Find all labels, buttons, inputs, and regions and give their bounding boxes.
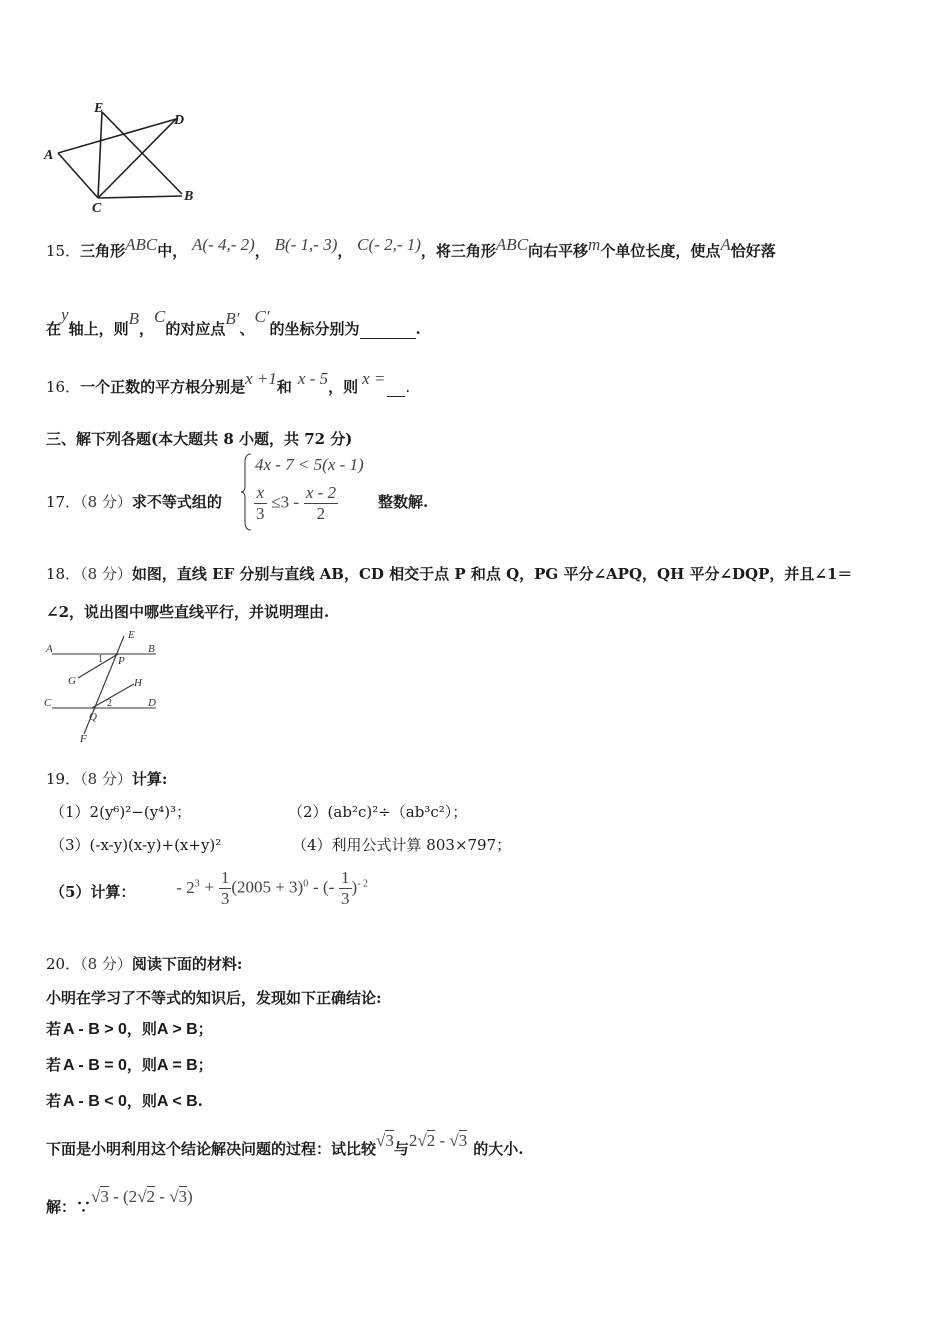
q15-line2: [46, 305, 421, 339]
q20-expr: 2√2 - √3: [408, 1131, 468, 1150]
q17-score: （8 分）: [80, 493, 132, 511]
q20-text: ；: [197, 1056, 213, 1074]
q15-text: 向右平移: [528, 242, 589, 260]
q19-number: 19．: [46, 770, 81, 788]
q17-fraction-2: $\frac{x - 2}{2}$: [305, 483, 337, 523]
fig2-label-a: A: [46, 643, 53, 655]
q20-rule-result: A > B: [156, 1021, 198, 1038]
q20-text: ，则: [126, 1056, 157, 1074]
q20-text: 若: [46, 1092, 62, 1110]
q19-part-2: （2）(ab²c)²÷（ab³c²）；: [288, 803, 468, 821]
q19-part-3: （3）(-x-y)(x-y)+(x+y)²: [50, 836, 222, 854]
q15-text: 、: [239, 320, 255, 338]
q16: [46, 369, 411, 397]
q17-fraction-1: $\frac{x}{3}$: [256, 483, 265, 523]
q15-c: C: [153, 307, 166, 326]
q20-sol-expr: √3 - (2√2 - √3): [91, 1187, 193, 1206]
q15-number: 15．: [46, 242, 81, 260]
q15-text: 恰好落: [730, 242, 776, 260]
q19-p5-frac2: $\frac{1}{3}$: [341, 868, 350, 908]
q19-part-1: （1）2(y⁶)²−(y⁴)³；: [50, 803, 192, 821]
q20-text: ，则: [126, 1092, 157, 1110]
q20-number: 20．: [46, 955, 81, 973]
fig2-label-1: 1: [98, 654, 103, 665]
q15-b: B: [128, 309, 139, 328]
q19-p5-op: +: [204, 877, 215, 897]
q16-expr1: x +1: [245, 369, 277, 388]
q20-problem: [46, 1131, 524, 1159]
section-3-heading: 三、解下列各题(本大题共 8 小题，共 72 分): [46, 430, 353, 448]
q20-solution: [46, 1187, 193, 1217]
q18-line1: [46, 563, 852, 584]
q17-label: [46, 491, 222, 512]
q18-number: 18．: [46, 565, 81, 583]
q17-text: 求不等式组的: [131, 493, 222, 511]
q17-inequality-2: [254, 483, 338, 524]
figure-parallel-lines: [40, 626, 170, 748]
fig2-label-d: D: [148, 697, 156, 709]
q15-c-prime: C′: [254, 307, 270, 326]
q19-part-5: [50, 868, 368, 909]
q15-answer-blank[interactable]: [360, 320, 416, 339]
fig2-label-b: B: [148, 643, 155, 655]
q19-p5-term: ): [351, 877, 358, 897]
q15-b-prime: B′: [225, 309, 240, 328]
fig2-label-q: Q: [89, 711, 97, 723]
q16-number: 16．: [46, 378, 81, 396]
q16-expr2: x - 5: [297, 369, 329, 388]
q19-p5-label: （5）计算：: [50, 882, 136, 901]
q15-text: .: [415, 320, 421, 338]
fig2-label-c: C: [44, 697, 52, 709]
q20-rule-math: A - B > 0: [63, 1021, 127, 1038]
q19-p5-exp: 3: [194, 878, 200, 890]
q15-text: 三角形: [80, 242, 126, 260]
q19-p5-op: - (-: [313, 877, 335, 897]
q20-text: .: [197, 1092, 203, 1110]
q17-suffix: 整数解.: [378, 493, 429, 511]
q16-text: 和: [276, 378, 292, 396]
q16-answer-blank[interactable]: [387, 378, 405, 397]
q15-point-c: C(- 2,- 1): [357, 235, 421, 254]
q20-rule-1: [46, 1018, 213, 1039]
q16-expr3: x =: [362, 369, 386, 388]
q18-line2: ∠2，说出图中哪些直线平行，并说明理由.: [46, 603, 330, 621]
q20-rule-2: [46, 1054, 213, 1075]
q20-rule-math: A - B < 0: [63, 1093, 127, 1110]
q20-title: 阅读下面的材料:: [131, 955, 243, 973]
q17-number: 17．: [46, 493, 81, 511]
q15-text: 个单位长度，使点: [600, 242, 721, 260]
q20-text: ，则: [126, 1020, 157, 1038]
label-b: B: [184, 189, 194, 204]
q19-heading: [46, 768, 167, 789]
q19-p5-frac1: $\frac{1}{3}$: [220, 868, 230, 908]
q18-score: （8 分）: [80, 565, 132, 583]
q20-sqrt3: √3: [376, 1131, 394, 1150]
q17-leq: ≤3 -: [271, 492, 300, 512]
q15-y: y: [61, 305, 69, 324]
fig2-label-p: P: [118, 655, 125, 667]
q19-score: （8 分）: [80, 770, 132, 788]
fig2-label-g: G: [68, 675, 76, 687]
q20-score: （8 分）: [80, 955, 132, 973]
label-a: A: [44, 148, 54, 163]
q20-rule-math: A - B = 0: [63, 1057, 127, 1074]
q20-rule-result: A = B: [156, 1057, 198, 1074]
q15-text: 在: [46, 320, 62, 338]
q15-text: 的坐标分别为: [269, 320, 360, 338]
q20-intro: 小明在学习了不等式的知识后，发现如下正确结论:: [46, 989, 382, 1007]
q20-text: 下面是小明利用这个结论解决问题的过程：试比较: [46, 1140, 377, 1158]
q20-text: ；: [197, 1020, 213, 1038]
q15-text: 中，: [157, 242, 188, 260]
q19-p5-exp: - 2: [357, 878, 369, 890]
q15-abc: ABC: [125, 235, 158, 254]
q15-text: ，将三角形: [420, 242, 496, 260]
q18-text: 如图，直线 EF 分别与直线 AB，CD 相交于点 P 和点 Q，PG 平分∠APQ，QH 平分∠DQP，并且∠1＝: [131, 565, 853, 583]
label-c: C: [92, 201, 102, 216]
figure-abcde: [40, 98, 210, 216]
q15-text: 的对应点: [165, 320, 226, 338]
q20-text: 若: [46, 1056, 62, 1074]
fig2-label-e: E: [128, 629, 135, 641]
q20-rule-3: [46, 1090, 203, 1111]
q15-text: 轴上，则: [68, 320, 129, 338]
q15-sep: ，: [254, 242, 270, 260]
q20-sol-label: 解：∵: [46, 1198, 92, 1216]
q15-text: ，: [138, 320, 154, 338]
q19-p5-term: (2005 + 3): [231, 877, 304, 897]
brace-icon: [240, 452, 254, 532]
q16-text: 一个正数的平方根分别是: [80, 378, 246, 396]
fig2-label-f: F: [80, 733, 87, 745]
q15-abc: ABC: [495, 235, 529, 254]
q16-text: ，则: [328, 378, 359, 396]
q19-title: 计算:: [131, 770, 168, 788]
q15-m: m: [588, 235, 601, 254]
q17-inequality-1: 4x - 7 < 5(x - 1): [255, 455, 364, 474]
q20-text: 若: [46, 1020, 62, 1038]
q16-text: .: [405, 378, 411, 396]
q15-point-a: A(- 4,- 2): [192, 235, 255, 254]
q19-p5-exp: 0: [303, 878, 309, 890]
q19-p5-term: - 2: [176, 877, 195, 897]
fig2-label-h: H: [134, 677, 142, 689]
q20-rule-result: A < B: [156, 1093, 198, 1110]
q20-text: 的大小.: [473, 1140, 524, 1158]
fig2-label-2: 2: [107, 698, 112, 709]
q15-sep: ，: [337, 242, 353, 260]
label-e: E: [94, 101, 104, 116]
q15-a: A: [720, 235, 731, 254]
q20-heading: [46, 953, 242, 974]
q20-text: 与: [393, 1140, 409, 1158]
label-d: D: [174, 113, 185, 128]
q15-point-b: B(- 1,- 3): [274, 235, 338, 254]
q19-part-4: （4）利用公式计算 803×797；: [292, 836, 512, 854]
q15-line1: [46, 235, 776, 261]
